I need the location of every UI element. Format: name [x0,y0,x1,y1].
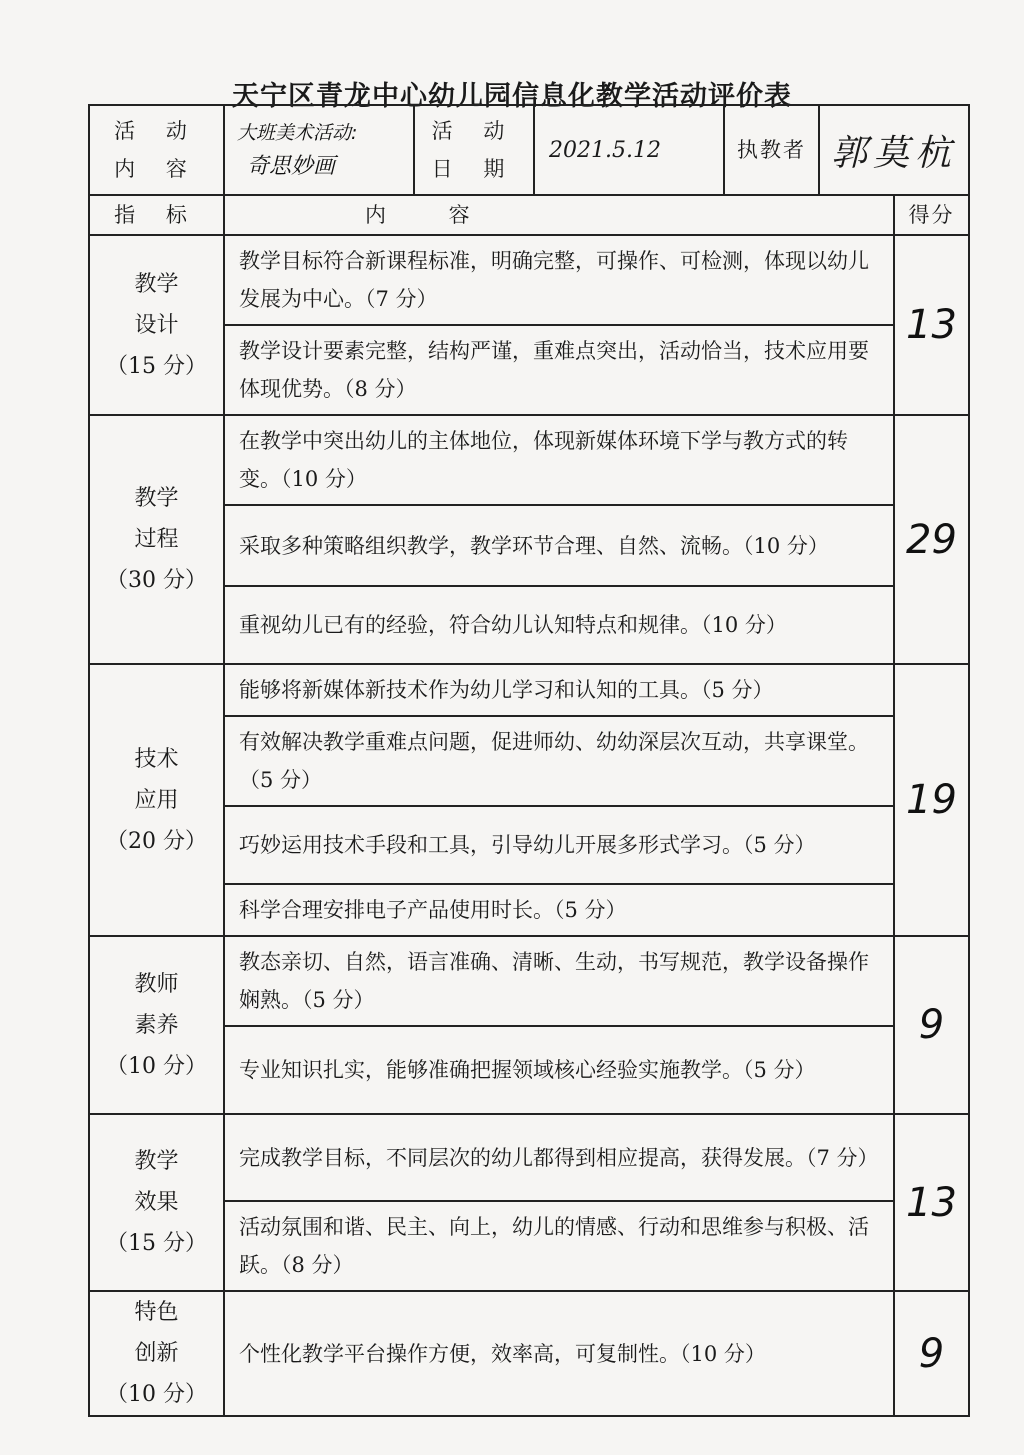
criterion-text: 完成教学目标，不同层次的幼儿都得到相应提高，获得发展。（7 分） [224,1114,894,1201]
score-cell: 29 [894,415,969,664]
score-column-header: 得分 [894,195,969,235]
criterion-text: 教学设计要素完整，结构严谨，重难点突出，活动恰当，技术应用要体现优势。（8 分） [224,325,894,415]
criterion-text: 在教学中突出幼儿的主体地位，体现新媒体环境下学与教方式的转变。（10 分） [224,415,894,505]
indicator-points: （10 分） [106,1382,207,1407]
indicator-cell [89,415,224,664]
date-label-line1: 活 动 [431,119,517,143]
content-column-header: 内 容 [224,195,894,235]
indicator-name-line2: 过程 [134,527,179,552]
criterion-text: 巧妙运用技术手段和工具，引导幼儿开展多形式学习。（5 分） [224,806,894,884]
indicator-name-line2: 素养 [134,1012,179,1038]
date-value: 2021.5.12 [534,105,724,195]
criterion-text: 采取多种策略组织教学，教学环节合理、自然、流畅。（10 分） [224,505,894,586]
indicator-name-line1: 教学 [134,271,179,297]
teacher-signature: 郭莫杭 [819,105,969,195]
criterion-row [89,1114,969,1201]
activity-label-line1: 活 动 [114,119,199,143]
criterion-row [89,1291,969,1416]
score-cell: 9 [894,1291,969,1416]
date-label [414,105,534,195]
date-label-line2: 日 期 [431,157,517,181]
criterion-row [89,664,969,716]
indicator-cell [89,1114,224,1291]
criterion-row [89,936,969,1026]
score-cell: 13 [894,235,969,415]
criterion-text: 专业知识扎实，能够准确把握领域核心经验实施教学。（5 分） [224,1026,894,1114]
evaluation-table [88,104,970,1417]
indicator-name-line1: 技术 [134,746,179,772]
criterion-text: 能够将新媒体新技术作为幼儿学习和认知的工具。（5 分） [224,664,894,716]
indicator-name-line1: 教学 [134,486,179,511]
indicator-points: （15 分） [106,1231,207,1256]
indicator-name-line2: 设计 [134,312,179,338]
indicator-cell [89,235,224,415]
indicator-cell [89,1291,224,1416]
indicator-name-line1: 教学 [134,1149,179,1174]
criterion-text: 重视幼儿已有的经验，符合幼儿认知特点和规律。（10 分） [224,586,894,664]
indicator-points: （15 分） [106,353,207,379]
criterion-text: 个性化教学平台操作方便，效率高，可复制性。（10 分） [224,1291,894,1416]
form-title: 天宁区青龙中心幼儿园信息化教学活动评价表 [232,81,792,112]
activity-label [89,105,224,195]
criterion-text: 教学目标符合新课程标准，明确完整，可操作、可检测，体现以幼儿发展为中心。（7 分） [224,235,894,325]
criterion-text: 科学合理安排电子产品使用时长。（5 分） [224,884,894,936]
indicator-points: （30 分） [106,568,207,593]
score-cell: 13 [894,1114,969,1291]
activity-value-line2: 奇思妙画 [247,154,336,179]
score-cell: 19 [894,664,969,936]
indicator-points: （10 分） [106,1053,207,1079]
indicator-cell [89,664,224,936]
indicator-name-line1: 教师 [134,971,179,997]
criterion-text: 活动氛围和谐、民主、向上，幼儿的情感、行动和思维参与积极、活跃。（8 分） [224,1201,894,1291]
indicator-column-header: 指 标 [89,195,224,235]
activity-label-line2: 内 容 [114,157,199,181]
indicator-name-line1: 特色 [134,1300,179,1325]
indicator-points: （20 分） [106,828,207,854]
criterion-text: 有效解决教学重难点问题，促进师幼、幼幼深层次互动，共享课堂。（5 分） [224,716,894,806]
activity-value [224,105,414,195]
score-cell: 9 [894,936,969,1114]
column-header-row [89,195,969,235]
criterion-row [89,415,969,505]
teacher-label: 执教者 [724,105,819,195]
indicator-name-line2: 应用 [134,787,179,813]
criterion-row [89,235,969,325]
indicator-name-line2: 创新 [134,1341,179,1366]
criterion-text: 教态亲切、自然，语言准确、清晰、生动，书写规范，教学设备操作娴熟。（5 分） [224,936,894,1026]
indicator-cell [89,936,224,1114]
header-row [89,105,969,195]
activity-value-line1: 大班美术活动: [237,122,358,144]
indicator-name-line2: 效果 [134,1190,179,1215]
